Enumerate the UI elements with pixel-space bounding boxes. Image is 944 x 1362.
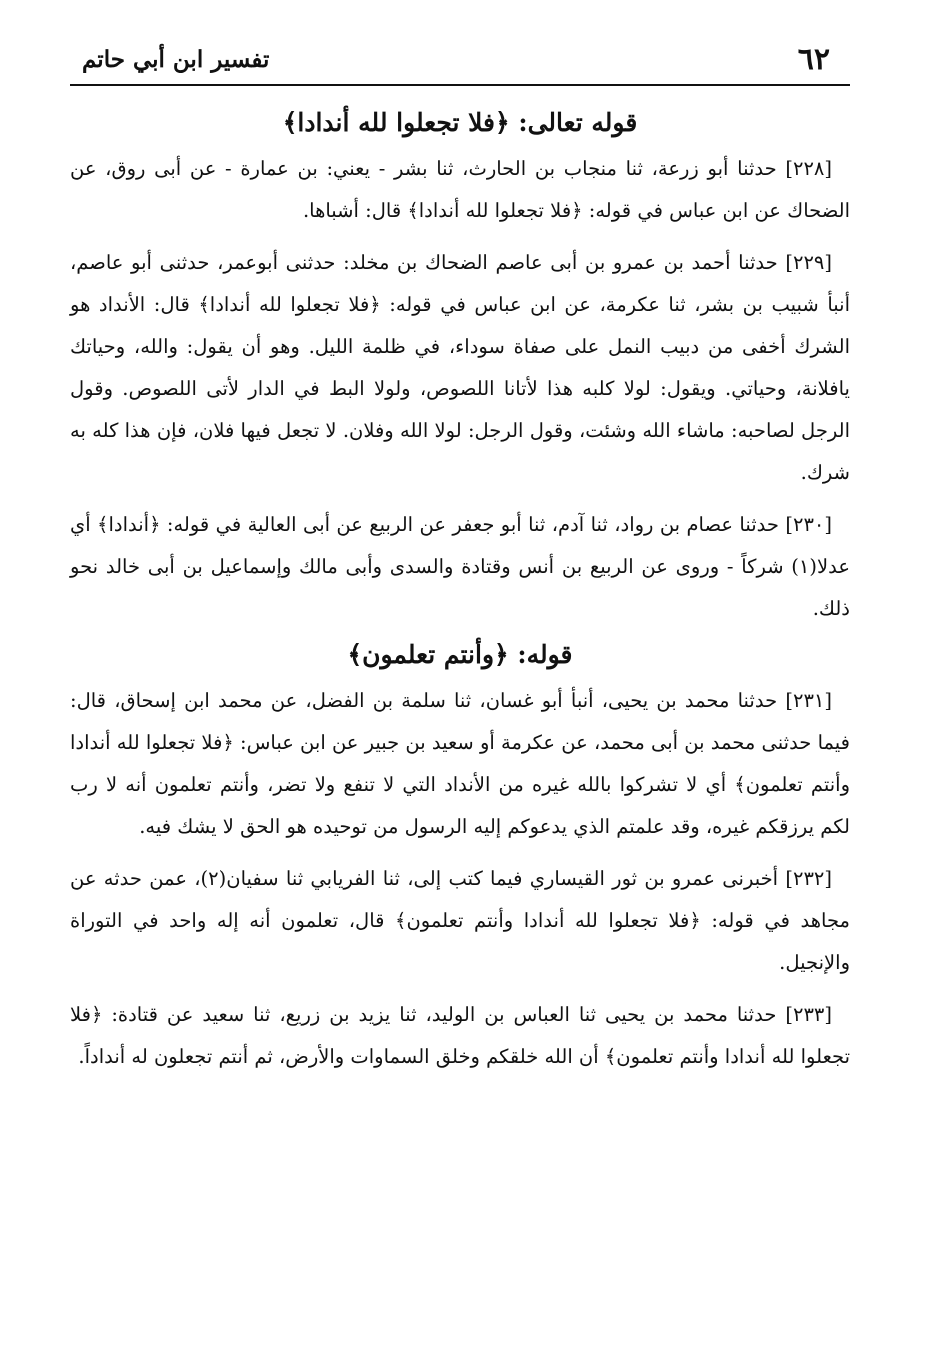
paragraph-230 <box>70 504 850 630</box>
narration-text: حدثنا أبو زرعة، ثنا منجاب بن الحارث، ثنا بشر - يعني: بن عمارة - عن أبى روق، عن الضحاك عن ابن عباس في قوله: ﴿فلا تجعلوا لله أندادا﴾ قال: أشباها. <box>70 157 850 222</box>
narration-text: حدثنا محمد بن يحيى ثنا العباس بن الوليد، ثنا يزيد بن زريع، ثنا سعيد عن قتادة: ﴿فلا تجعلوا لله أندادا وأنتم تعلمون﴾ أن الله خلقكم وخلق السماوات والأرض، ثم أنتم تجعلون له أنداداً. <box>70 1003 850 1068</box>
narration-number: [٢٣١] <box>785 689 832 712</box>
narration-number: [٢٣٠] <box>785 513 832 536</box>
paragraph-232 <box>70 858 850 984</box>
paragraph-229 <box>70 242 850 494</box>
narration-text: حدثنا أحمد بن عمرو بن أبى عاصم الضحاك بن مخلد: حدثنى أبوعمر، حدثنى أبو عاصم، أنبأ شبيب بن بشر، ثنا عكرمة، عن ابن عباس في قوله: ﴿فلا تجعلوا لله أندادا﴾ قال: الأنداد هو الشرك أخفى من دبيب النمل على صفاة سوداء، في ظلمة الليل. وهو أن يقول: والله، وحياتك يافلانة، وحياتي. ويقول: لولا كلبه هذا لأتانا اللصوص، ولولا البط في الدار لأتى اللصوص. وقول الرجل لصاحبه: ماشاء الله وشئت، وقول الرجل: لولا الله وفلان. لا تجعل فيها فلان، فإن هذا كله به شرك. <box>70 251 850 484</box>
narration-number: [٢٣٣] <box>785 1003 833 1026</box>
paragraph-233 <box>70 994 850 1078</box>
page <box>70 38 850 1088</box>
section-heading: قوله تعالى: ﴿فلا تجعلوا لله أندادا﴾ <box>282 108 638 137</box>
book-title: تفسير ابن أبي حاتم <box>82 46 270 73</box>
running-header <box>70 38 850 86</box>
narration-number: [٢٢٨] <box>785 157 832 180</box>
narration-text: حدثنا عصام بن رواد، ثنا آدم، ثنا أبو جعفر عن الربيع عن أبى العالية في قوله: ﴿أندادا﴾ أي عدلا(١) شركاً - وروى عن الربيع بن أنس وقتادة والسدى وأبى مالك وإسماعيل بن أبى خالد نحو ذلك. <box>70 513 850 620</box>
page-number: ٦٢ <box>797 42 830 77</box>
section-heading: قوله: ﴿وأنتم تعلمون﴾ <box>347 640 573 669</box>
narration-text: حدثنا محمد بن يحيى، أنبأ أبو غسان، ثنا سلمة بن الفضل، عن محمد ابن إسحاق، قال: فيما حدثنى محمد بن أبى محمد، عن عكرمة أو سعيد بن جبير عن ابن عباس: ﴿فلا تجعلوا لله أندادا وأنتم تعلمون﴾ أي لا تشركوا بالله غيره من الأنداد التي لا تنفع ولا تضر، وأنتم تعلمون أنه لا رب لكم يرزقكم غيره، وقد علمتم الذي يدعوكم إليه الرسول من توحيده هو الحق لا يشك فيه. <box>70 689 850 838</box>
narration-number: [٢٣٢] <box>785 867 833 890</box>
narration-text: أخبرنى عمرو بن ثور القيساري فيما كتب إلى، ثنا الفريابي ثنا سفيان(٢)، عمن حدثه عن مجاهد في قوله: ﴿فلا تجعلوا لله أندادا وأنتم تعلمون﴾ قال، تعلمون أنه إله واحد في التوراة والإنجيل. <box>70 867 850 974</box>
narration-number: [٢٢٩] <box>785 251 832 274</box>
paragraph-231 <box>70 680 850 848</box>
paragraph-228 <box>70 148 850 232</box>
